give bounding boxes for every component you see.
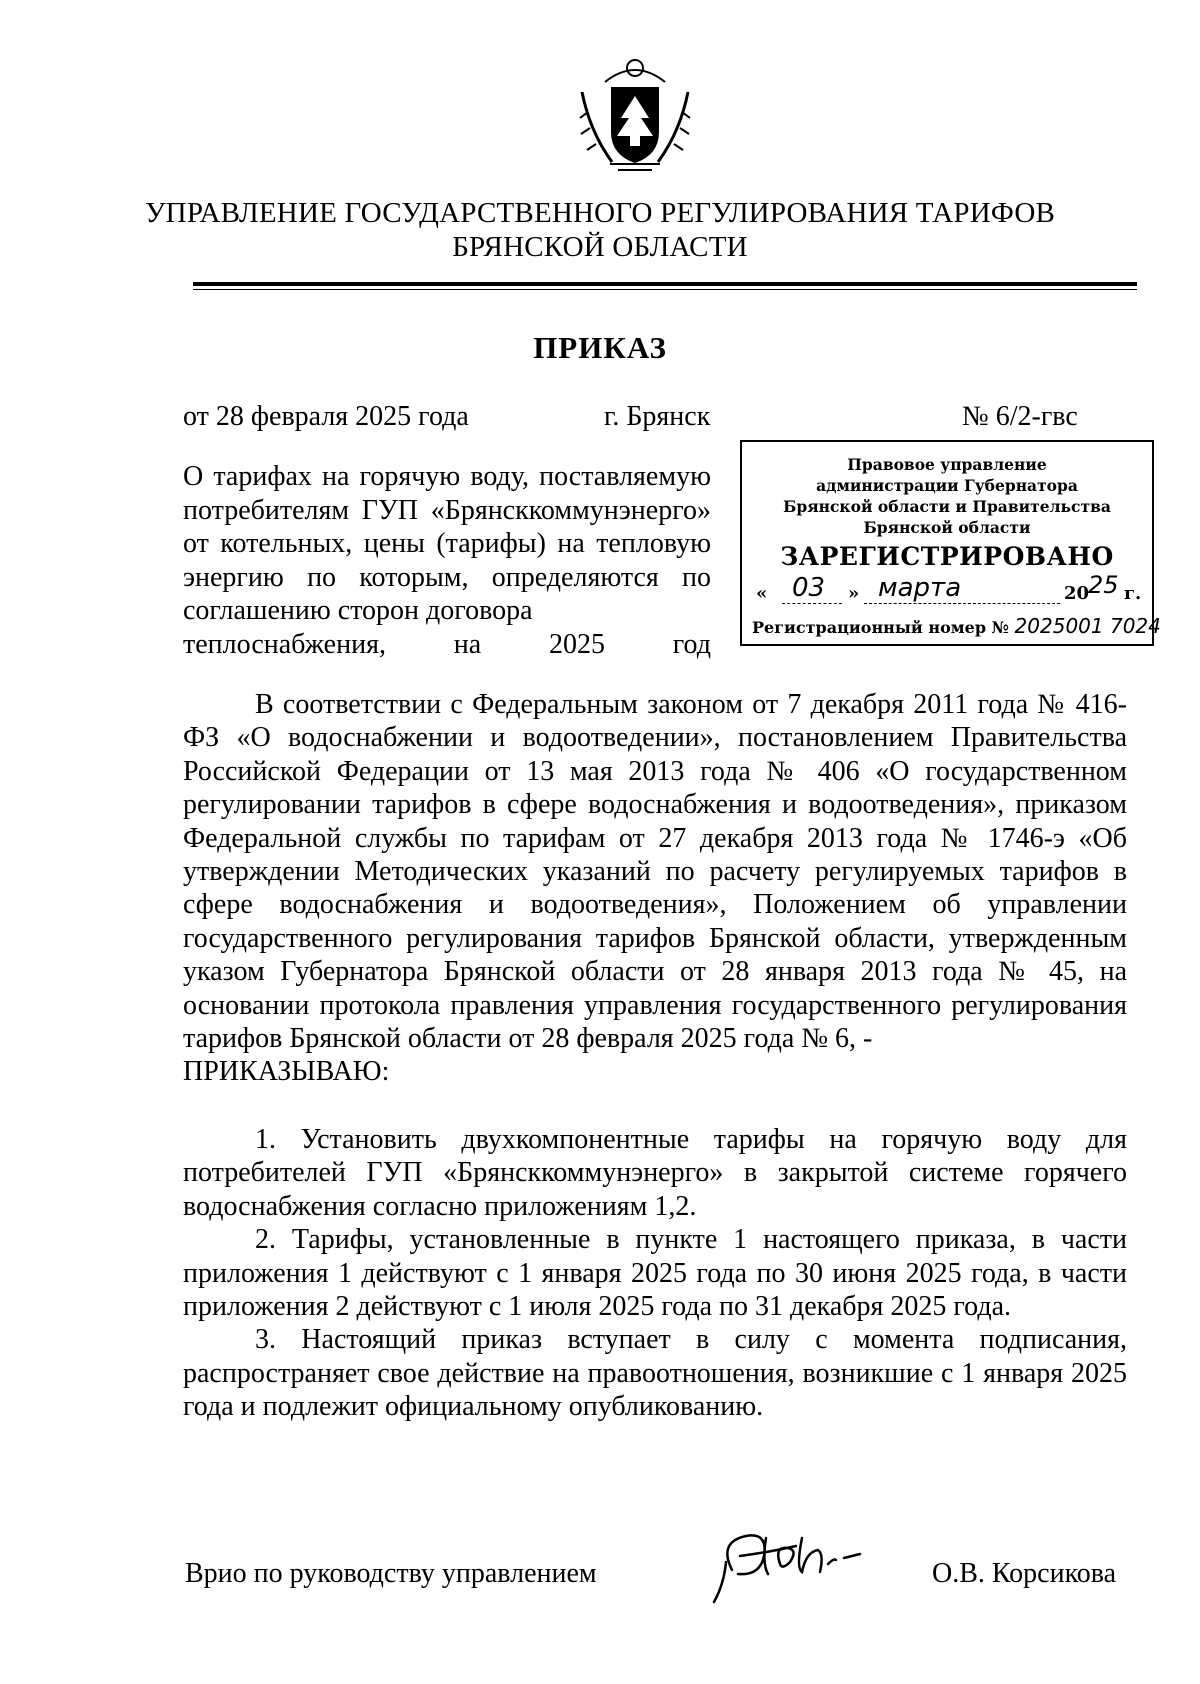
organization-name-line2: БРЯНСКОЙ ОБЛАСТИ: [452, 231, 748, 263]
stamp-reg-label: Регистрационный номер №: [752, 618, 1009, 637]
stamp-line2: администрации Губернатора: [816, 476, 1078, 495]
document-city: г. Брянск: [604, 401, 711, 432]
document-date: от 28 февраля 2025 года: [183, 401, 469, 432]
coat-of-arms-icon: [570, 52, 700, 180]
order-item-2: 2. Тарифы, установленные в пункте 1 настоящего приказа, в части приложения 1 действуют с 1 января 2025 года по 30 июня 2025 года, в части приложения 2 действуют с 1 июля 2025 года по 31 декабря 2025 года.: [183, 1224, 1127, 1322]
document-subject-main: О тарифах на горячую воду, поставляемую потребителям ГУП «Брянсккоммунэнерго» от котельных, цены (тарифы) на тепловую энергию по которым, определяются по соглашению сторон договора: [183, 461, 711, 627]
stamp-date-line: « 03 » марта 20 25 г.: [756, 571, 1142, 604]
order-item-3: 3. Настоящий приказ вступает в силу с момента подписания, распространяет свое действие на правоотношения, возникшие с 1 января 2025 года и подлежит официальному опубликованию.: [183, 1324, 1127, 1423]
stamp-status: ЗАРЕГИСТРИРОВАНО: [780, 542, 1114, 571]
organization-name-line1: УПРАВЛЕНИЕ ГОСУДАРСТВЕННОГО РЕГУЛИРОВАНИЯ ТАРИФОВ: [144, 197, 1056, 229]
document-body: [183, 688, 1127, 1424]
stamp-year-prefix: 20: [1064, 583, 1090, 604]
stamp-day: 03: [792, 573, 826, 603]
stamp-year-suffix: 25: [1088, 571, 1119, 599]
stamp-registration-line: [752, 614, 1161, 638]
order-item-1: 1. Установить двухкомпонентные тарифы на горячую воду для потребителей ГУП «Брянсккоммунэнерго» в закрытой системе горячего водоснабжения согласно приложениям 1,2.: [183, 1123, 1127, 1222]
document-title: ПРИКАЗ: [533, 330, 667, 365]
stamp-year-mark: г.: [1124, 583, 1142, 604]
registration-stamp: [740, 440, 1161, 646]
header-divider-thin: [193, 289, 1137, 290]
preamble-paragraph: В соответствии с Федеральным законом от 7 декабря 2011 года № 416-ФЗ «О водоснабжении и водоотведении», постановлением Правительства Российской Федерации от 13 мая 2013 года № 406 «О государственном регулировании тарифов в сфере водоснабжения и водоотведения», приказом Федеральной службы по тарифам от 27 декабря 2013 года № 1746-э «Об утверждении Методических указаний по расчету регулируемых тарифов в сфере водоснабжения и водоотведения», Положением об управлении государственного регулирования тарифов Брянской области, утвержденным указом Губернатора Брянской области от 28 января 2013 года № 45, на основании протокола правления управления государственного регулирования тарифов Брянской области от 28 февраля 2025 года № 6, -: [183, 689, 1127, 1055]
order-word: ПРИКАЗЫВАЮ:: [183, 1056, 390, 1088]
stamp-line3: Брянской области и Правительства: [783, 497, 1111, 516]
header-divider-thick: [193, 282, 1137, 286]
signatory-position: Врио по руководству управлением: [185, 1558, 597, 1589]
stamp-reg-number: 2025001 7024: [1014, 614, 1161, 638]
document-number: № 6/2-гвс: [962, 401, 1078, 432]
organization-name: [100, 196, 1100, 264]
stamp-line1: Правовое управление: [847, 455, 1047, 474]
handwritten-signature-icon: [710, 1510, 890, 1606]
document-subject: [183, 460, 711, 662]
document-subject-last: теплоснабжения, на 2025 год: [183, 628, 711, 660]
signatory-name: О.В. Корсикова: [932, 1558, 1117, 1589]
stamp-line4: Брянской области: [863, 518, 1031, 537]
stamp-month: марта: [878, 573, 962, 603]
